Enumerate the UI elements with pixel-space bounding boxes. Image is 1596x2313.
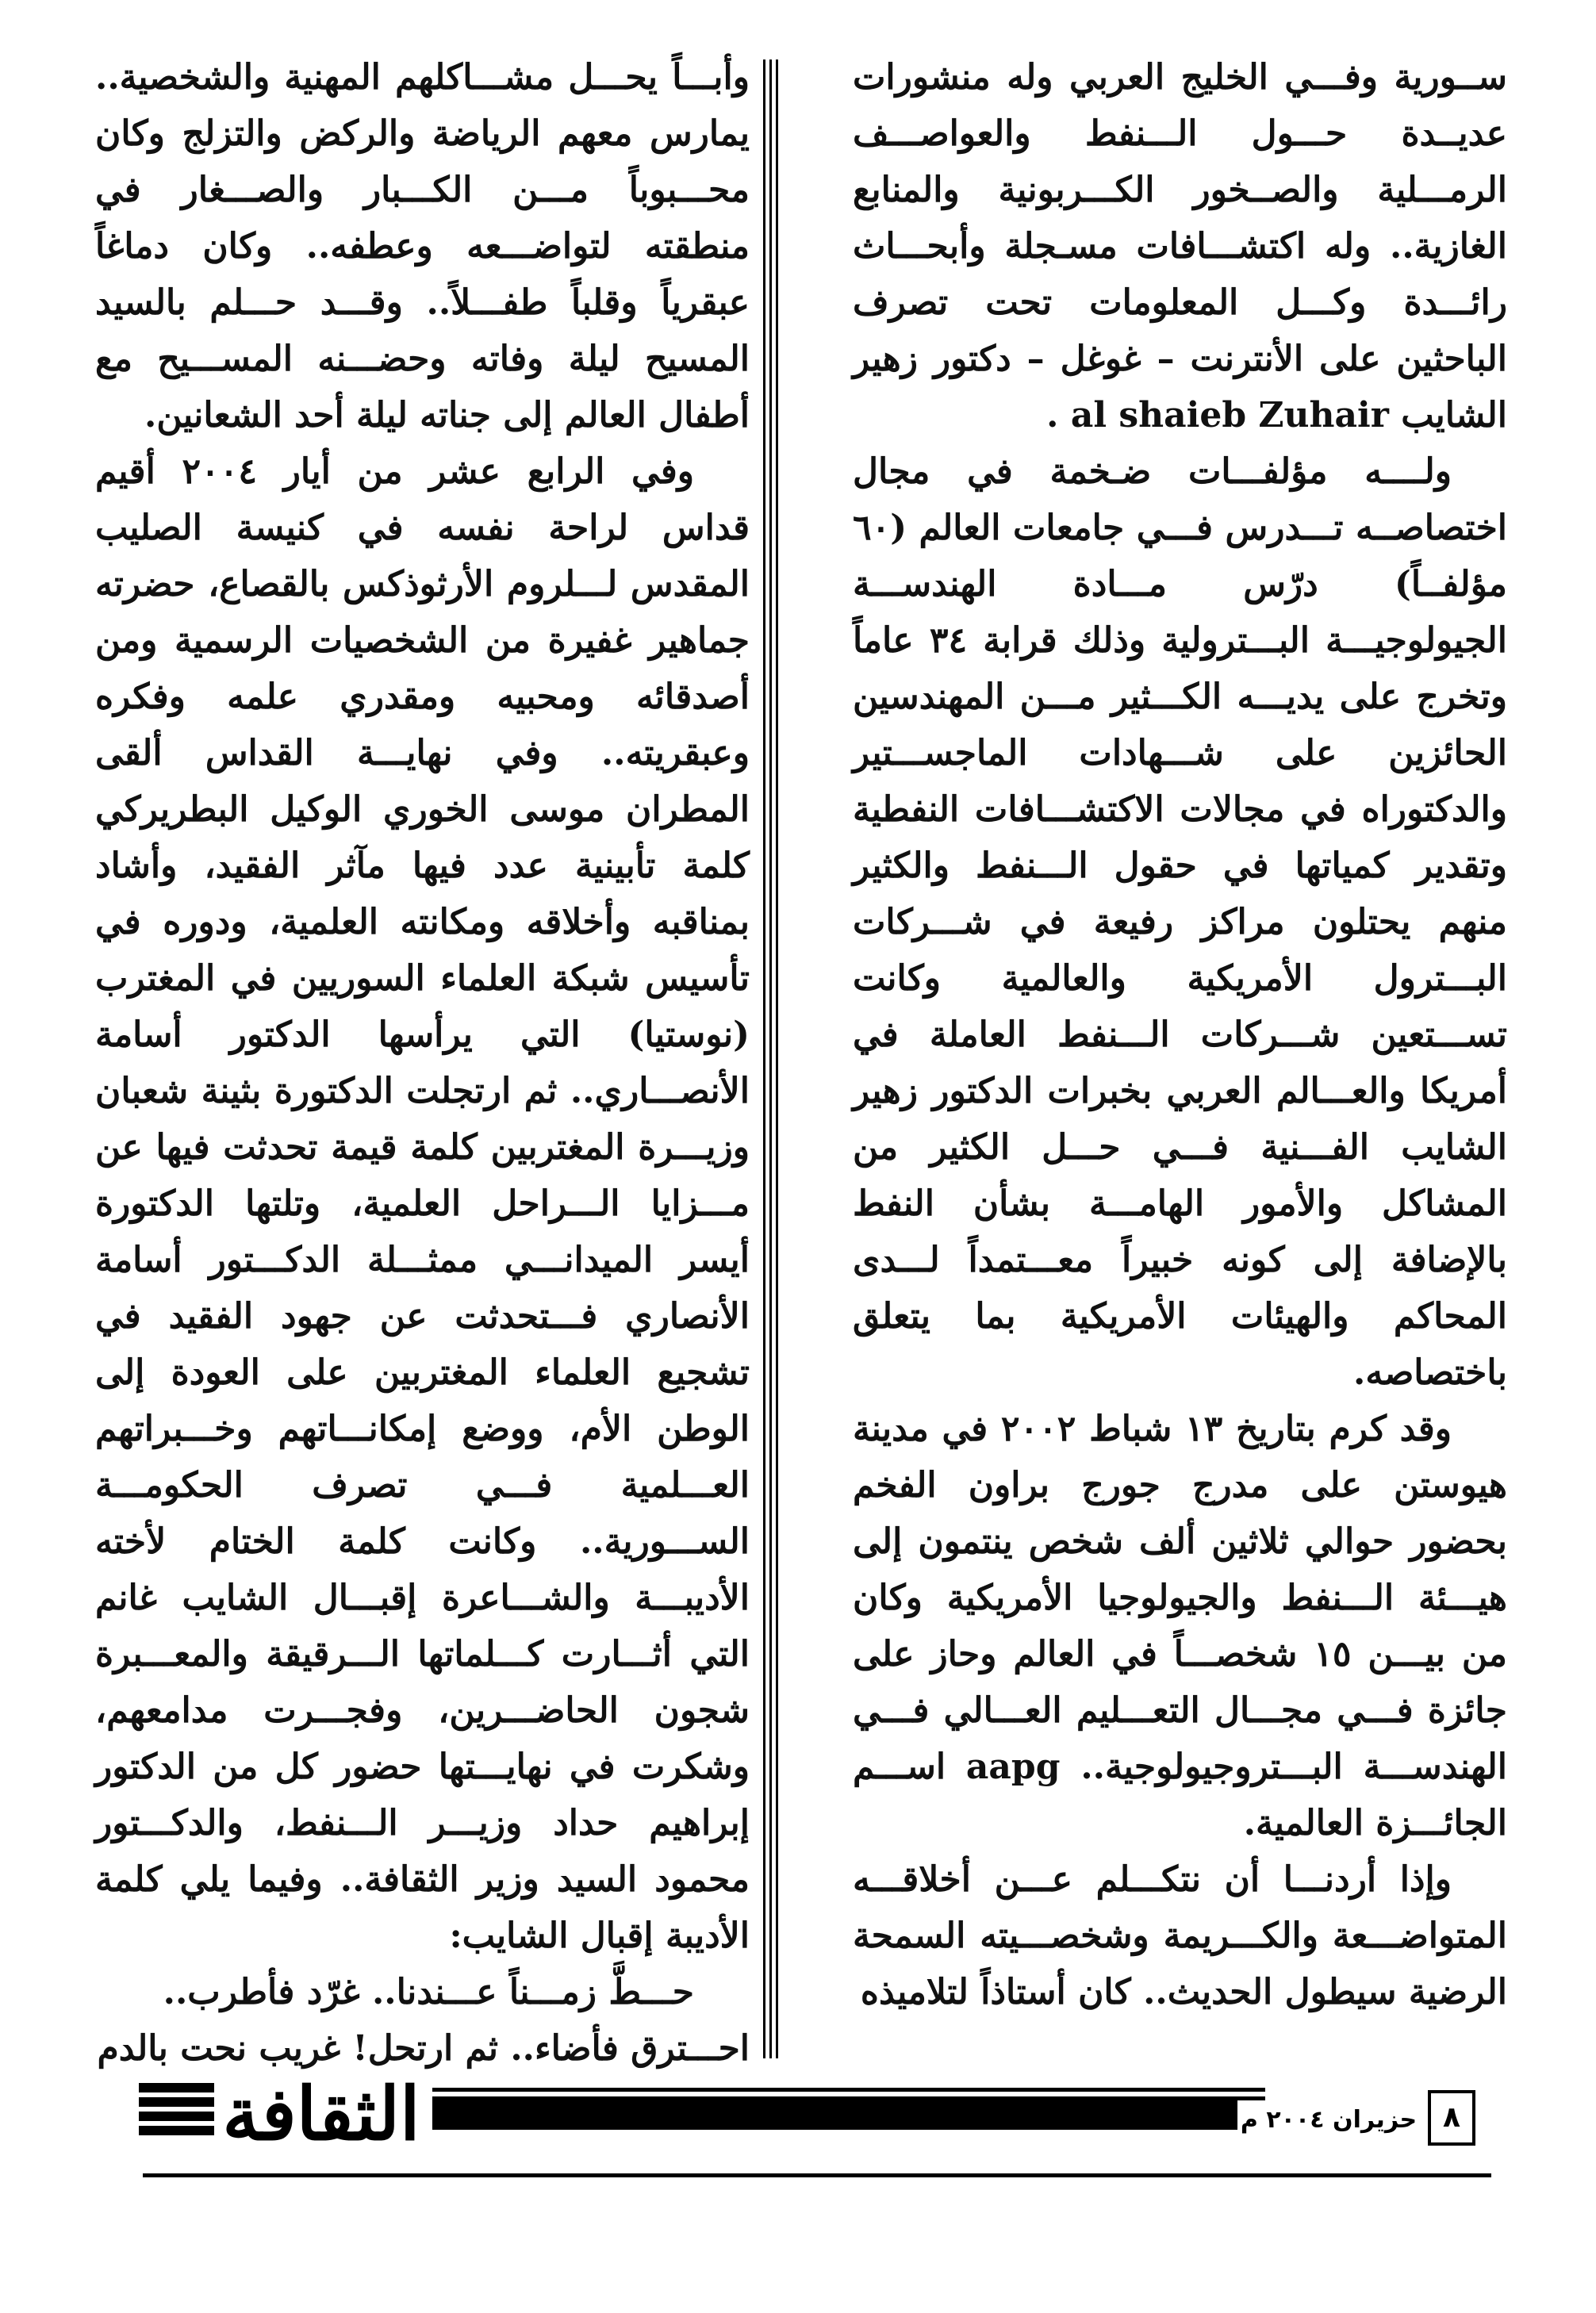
- left-column: [95, 49, 750, 2077]
- page-footer: [0, 2070, 1596, 2229]
- column-divider: [776, 59, 778, 2058]
- paragraph: ولــــه مؤلفـــات ضـخمة في مجال اختصاصــه تـــدرس فـــي جامعات العالم (٦٠ مؤلفــاً) درّس مـــادة الهندســـة الجيولوجيـــة البـــترولية وذلك قرابة ٣٤ عاماً وتخرج على يديـــه الكـــثير مـــن المهندسين الحائزين على شـــهادات الماجســـتير والدكتوراه في مجالات الاكتشـــافات النفطية وتقدير كمياتها في حقول الـــنفط والكثير منهم يحتلون مراكز رفيعة في شـــركات البـــترول الأمريكية والعالمية وكانت تســـتعين شـــركات الـــنفط العاملة في أمريكا والعـــالم العربي بخبرات الدكتور زهير الشايب الفـــنية فـــي حـــل الكثير من المشاكل والأمور الهامـــة بشأن النفط بالإضافة إلى كونه خبيراً معـــتمداً لـــدى المحاكم والهيئات الأمريكية بما يتعلق باختصاصه.: [853, 451, 1508, 1393]
- page-number: ٨: [1428, 2090, 1475, 2146]
- paragraph: وقد كرم بتاريخ ١٣ شباط ٢٠٠٢ في مدينة هيوستن على مدرج جورج براون الفخم بحضور حوالي ثلاثين ألف شخص ينتمون إلى هيـــئة الـــنفط والجيولوجيا الأمريكية وكان من بيـــن ١٥ شخصـــاً في العالم وحاز على جائزة فـــي مجـــال التعـــليم العـــالي فـــي الهندســـة البـــتروجيولوجية.. aapg اســـم الجائـــزة العالمية.: [853, 1409, 1508, 1843]
- right-column: [853, 49, 1507, 2020]
- paragraph: احـــترق فأضاء.. ثم ارتحل! غريب نحت بالدم: [97, 2028, 750, 2069]
- column-divider: [763, 59, 765, 2058]
- paragraph: حـــطَّ زمـــناً عـــندنا.. غرّد فأطرب..: [163, 1972, 694, 2012]
- issue-date: حزيران ٢٠٠٤ م: [1237, 2100, 1420, 2140]
- paragraph: ســورية وفـــي الخليج العربي وله منشورات عديــدة حـــول الـــنفط والعواصـــف الرمـــلية والصــخور الكـــربونية والمنابع الغازية.. وله اكتشـــافات مسـجلة وأبحـــاث رائـــدة وكـــل المعلومات تحت تصرف الباحثين على الأنترنت – غوغل – دكتور زهير الشايب al shaieb Zuhair .: [853, 57, 1507, 435]
- paragraph: وأبـــاً يحـــل مشـــاكلهم المهنية والشخصية.. يمارس معهم الرياضة والركض والتزلج وكان محـــبوباً مـــن الكـــبار والصـــغار في منطقته لتواضـــعه وعطفه.. وكان دماغاً عبقرياً وقلباً طفـــلاً.. وقـــد حـــلم بالسيد المسيح ليلة وفاته وحضـــنه المســـيح مع أطفال العالم إلى جناته ليلة أحد الشعانين.: [95, 57, 750, 435]
- logo-stripes: [139, 2083, 214, 2150]
- paragraph: وفي الرابع عشر من أيار ٢٠٠٤ أقيم قداس لراحة نفسه في كنيسة الصليب المقدس لـــلروم الأرثوذكس بالقصاع، حضرته جماهير غفيرة من الشخصيات الرسمية ومن أصدقائه ومحبيه ومقدري علمه وفكره وعبقريته.. وفي نهايـــة القداس ألقى المطران موسى الخوري الوكيل البطريركي كلمة تأبينية عدد فيها مآثر الفقيد، وأشاد بمناقبه وأخلاقه ومكانته العلمية، ودوره في تأسيس شبكة العلماء السوريين في المغترب (نوستيا) التي يرأسها الدكتور أسامة الأنصـــاري.. ثم ارتجلت الدكتورة بثينة شعبان وزيـــرة المغتربين كلمة قيمة تحدثت فيها عن مـــزايا الـــراحل العلمية، وتلتها الدكتورة أيسر الميدانـــي ممثـــلة الدكـــتور أسامة الأنصاري فـــتحدثت عن جهود الفقيد في تشجيع العلماء المغتربين على العودة إلى الوطن الأم، ووضع إمكانـــاتهم وخـــبراتهم العـــلمية فـــي تصرف الحكومـــة الســـورية.. وكانت كلمة الختام لأخته الأديبـــة والشـــاعرة إقبـــال الشايب غانم التي أثـــارت كـــلماتها الـــرقيقة والمعـــبرة شجون الحاضـــرين، وفجـــرت مدامعهم، وشكرت في نهايـــتها حضور كل من الدكتور إبراهيم حداد وزيـــر الـــنفط، والدكـــتور محمود السيد وزير الثقافة.. وفيما يلي كلمة الأديبة إقبال الشايب:: [95, 451, 750, 1956]
- footer-bar: [432, 2088, 1265, 2143]
- paragraph: وإذا أردنـــا أن نتكـــلم عـــن أخلاقـــه المتواضـــعة والكـــريمة وشخصـــيته السمحة الرضية سيطول الحديث.. كان أستاذاً لتلاميذه: [853, 1859, 1507, 2012]
- column-divider: [769, 59, 772, 2058]
- magazine-logo: الثقافة: [222, 2071, 420, 2157]
- bottom-rule: [143, 2173, 1491, 2177]
